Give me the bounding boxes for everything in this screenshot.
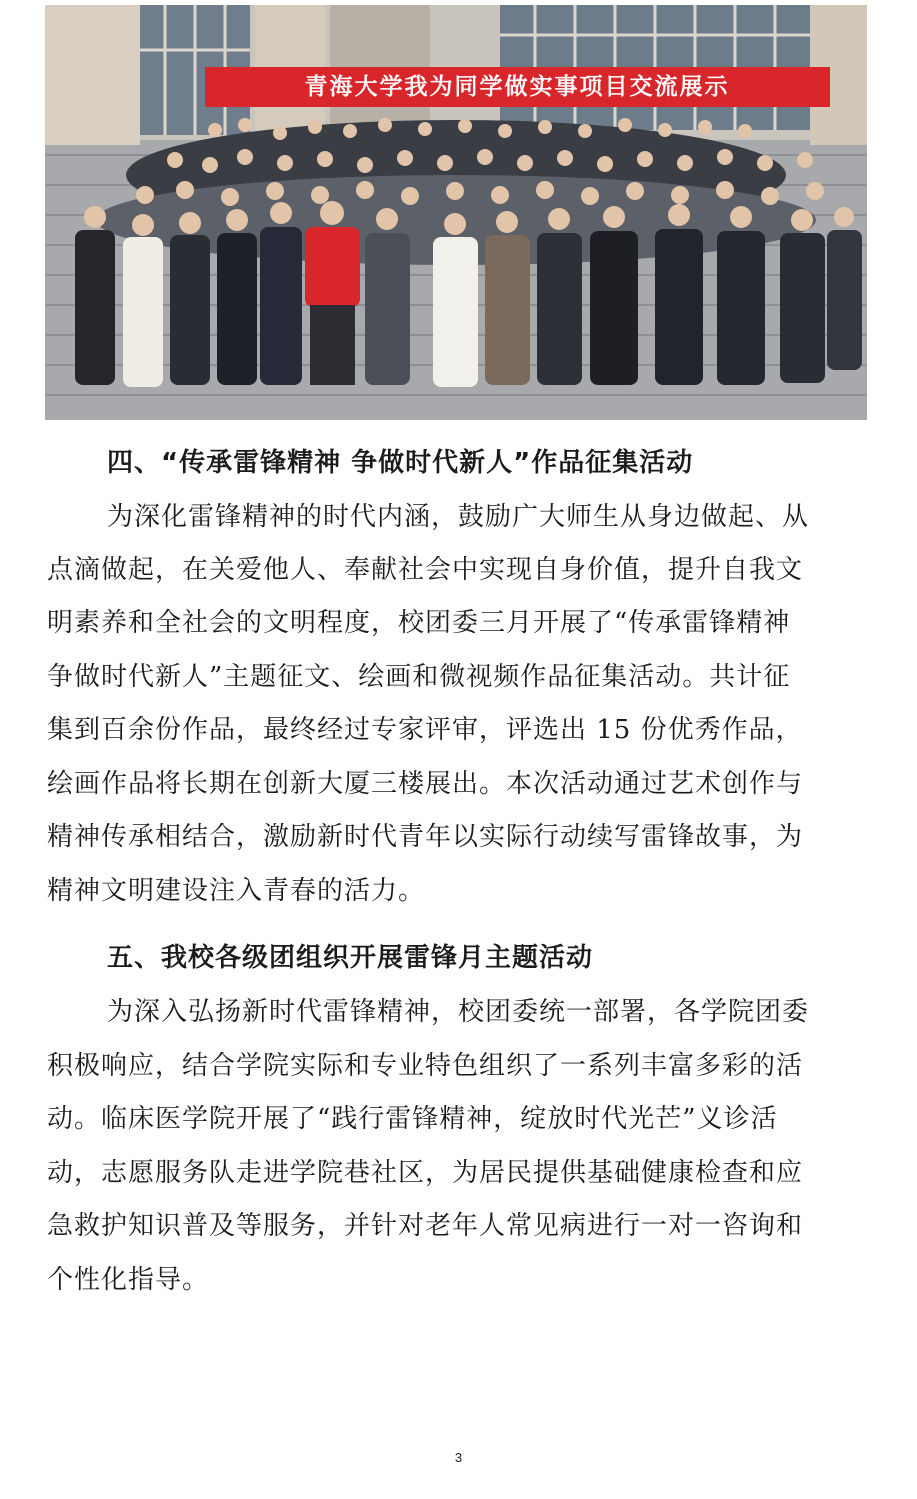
- section-5-heading: 五、我校各级团组织开展雷锋月主题活动: [107, 943, 594, 973]
- photo-banner-text: 青海大学我为同学做实事项目交流展示: [304, 74, 730, 100]
- section-4-line: 绘画作品将长期在创新大厦三楼展出。本次活动通过艺术创作与: [47, 769, 804, 799]
- section-5-line: 个性化指导。: [47, 1265, 210, 1295]
- section-5-line: 动，志愿服务队走进学院巷社区，为居民提供基础健康检查和应: [47, 1158, 804, 1188]
- section-4-line: 明素养和全社会的文明程度，校团委三月开展了“传承雷锋精神: [47, 608, 791, 638]
- section-4-line: 争做时代新人”主题征文、绘画和微视频作品征集活动。共计征: [47, 662, 791, 692]
- section-4-line: 为深化雷锋精神的时代内涵，鼓励广大师生从身边做起、从: [107, 502, 810, 532]
- section-4-line: 点滴做起，在关爱他人、奉献社会中实现自身价值，提升自我文: [47, 555, 804, 585]
- section-5-line: 急救护知识普及等服务，并针对老年人常见病进行一对一咨询和: [47, 1211, 804, 1241]
- section-5-line: 为深入弘扬新时代雷锋精神，校团委统一部署，各学院团委: [107, 997, 810, 1027]
- section-4-heading: 四、“传承雷锋精神 争做时代新人”作品征集活动: [107, 448, 694, 478]
- group-photo-image: [45, 5, 867, 420]
- section-5-line: 动。临床医学院开展了“践行雷锋精神，绽放时代光芒”义诊活: [47, 1104, 778, 1134]
- section-4-line: 精神文明建设注入青春的活力。: [47, 876, 426, 906]
- section-5-line: 积极响应，结合学院实际和专业特色组织了一系列丰富多彩的活: [47, 1051, 804, 1081]
- section-4-line: 集到百余份作品，最终经过专家评审，评选出 15 份优秀作品，: [47, 715, 803, 745]
- section-4-line: 精神传承相结合，激励新时代青年以实际行动续写雷锋故事，为: [47, 822, 804, 852]
- group-photo: [45, 5, 867, 420]
- page-number: 3: [454, 1450, 463, 1465]
